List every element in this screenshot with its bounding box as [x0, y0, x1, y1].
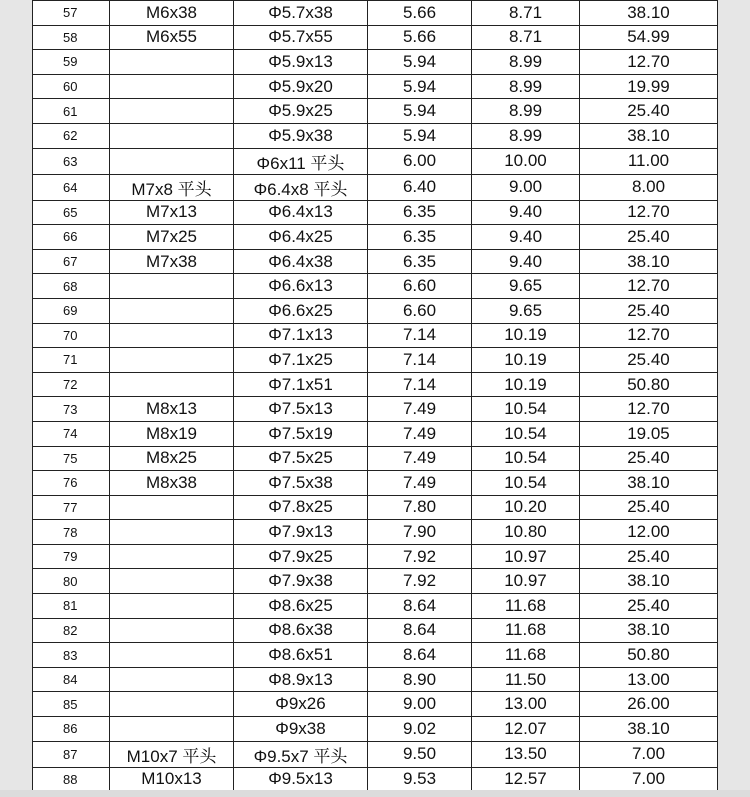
length-cell: 25.40: [580, 99, 718, 124]
insert-spec-cell: Φ7.5x38: [234, 471, 368, 496]
screw-size-cell: [110, 348, 234, 373]
row-number-cell: 81: [33, 594, 110, 619]
inner-diameter-cell: 5.94: [368, 74, 472, 99]
length-cell: 38.10: [580, 249, 718, 274]
insert-spec-cell: Φ6.6x25: [234, 298, 368, 323]
row-number-cell: 65: [33, 200, 110, 225]
length-cell: 38.10: [580, 1, 718, 26]
table-row: [33, 372, 718, 397]
insert-spec-cell: Φ7.9x13: [234, 520, 368, 545]
outer-diameter-cell: 9.40: [472, 200, 580, 225]
outer-diameter-cell: 10.54: [472, 446, 580, 471]
screw-size-cell: [110, 544, 234, 569]
row-number-cell: 87: [33, 741, 110, 767]
length-cell: 38.10: [580, 569, 718, 594]
inner-diameter-cell: 6.35: [368, 249, 472, 274]
screw-size-cell: [110, 643, 234, 668]
page-bottom-band: [0, 790, 750, 797]
table-row: [33, 569, 718, 594]
screw-size-cell: [110, 148, 234, 174]
insert-spec-cell: Φ9.5x7 平头: [234, 741, 368, 767]
inner-diameter-cell: 9.00: [368, 692, 472, 717]
table-row: [33, 421, 718, 446]
screw-size-cell: [110, 274, 234, 299]
outer-diameter-cell: 8.71: [472, 25, 580, 50]
table-row: [33, 323, 718, 348]
table-row: [33, 74, 718, 99]
inner-diameter-cell: 5.66: [368, 25, 472, 50]
screw-size-cell: [110, 495, 234, 520]
screw-size-cell: [110, 667, 234, 692]
row-number-cell: 72: [33, 372, 110, 397]
inner-diameter-cell: 7.49: [368, 446, 472, 471]
inner-diameter-cell: 5.94: [368, 50, 472, 75]
insert-spec-cell: Φ7.5x13: [234, 397, 368, 422]
screw-size-cell: M10x13: [110, 767, 234, 792]
row-number-cell: 57: [33, 1, 110, 26]
insert-spec-cell: Φ5.7x38: [234, 1, 368, 26]
inner-diameter-cell: 6.60: [368, 274, 472, 299]
insert-spec-cell: Φ7.5x25: [234, 446, 368, 471]
size-table: [32, 0, 718, 792]
row-number-cell: 62: [33, 123, 110, 148]
screw-size-cell: [110, 323, 234, 348]
outer-diameter-cell: 11.68: [472, 643, 580, 668]
row-number-cell: 76: [33, 471, 110, 496]
length-cell: 25.40: [580, 594, 718, 619]
row-number-cell: 85: [33, 692, 110, 717]
inner-diameter-cell: 8.64: [368, 643, 472, 668]
table-row: [33, 99, 718, 124]
row-number-cell: 63: [33, 148, 110, 174]
inner-diameter-cell: 9.02: [368, 717, 472, 742]
length-cell: 38.10: [580, 123, 718, 148]
length-cell: 12.70: [580, 397, 718, 422]
outer-diameter-cell: 10.54: [472, 397, 580, 422]
screw-size-cell: M6x55: [110, 25, 234, 50]
length-cell: 54.99: [580, 25, 718, 50]
outer-diameter-cell: 13.00: [472, 692, 580, 717]
outer-diameter-cell: 9.40: [472, 225, 580, 250]
outer-diameter-cell: 8.99: [472, 74, 580, 99]
screw-size-cell: [110, 520, 234, 545]
row-number-cell: 78: [33, 520, 110, 545]
insert-spec-cell: Φ7.8x25: [234, 495, 368, 520]
table-row: [33, 1, 718, 26]
outer-diameter-cell: 12.57: [472, 767, 580, 792]
row-number-cell: 86: [33, 717, 110, 742]
outer-diameter-cell: 9.40: [472, 249, 580, 274]
insert-spec-cell: Φ7.1x13: [234, 323, 368, 348]
row-number-cell: 61: [33, 99, 110, 124]
row-number-cell: 66: [33, 225, 110, 250]
inner-diameter-cell: 5.94: [368, 123, 472, 148]
inner-diameter-cell: 8.90: [368, 667, 472, 692]
screw-size-cell: [110, 594, 234, 619]
insert-spec-cell: Φ6.4x8 平头: [234, 174, 368, 200]
row-number-cell: 73: [33, 397, 110, 422]
insert-spec-cell: Φ5.9x25: [234, 99, 368, 124]
row-number-cell: 69: [33, 298, 110, 323]
length-cell: 38.10: [580, 471, 718, 496]
inner-diameter-cell: 7.14: [368, 323, 472, 348]
length-cell: 50.80: [580, 643, 718, 668]
table-row: [33, 225, 718, 250]
outer-diameter-cell: 11.68: [472, 618, 580, 643]
length-cell: 12.00: [580, 520, 718, 545]
table-body: [33, 1, 718, 792]
inner-diameter-cell: 7.92: [368, 544, 472, 569]
length-cell: 25.40: [580, 348, 718, 373]
length-cell: 38.10: [580, 618, 718, 643]
length-cell: 26.00: [580, 692, 718, 717]
inner-diameter-cell: 8.64: [368, 618, 472, 643]
outer-diameter-cell: 8.71: [472, 1, 580, 26]
length-cell: 7.00: [580, 741, 718, 767]
insert-spec-cell: Φ5.9x20: [234, 74, 368, 99]
table-row: [33, 767, 718, 792]
outer-diameter-cell: 8.99: [472, 50, 580, 75]
screw-size-cell: [110, 74, 234, 99]
table-row: [33, 544, 718, 569]
length-cell: 25.40: [580, 225, 718, 250]
table-row: [33, 594, 718, 619]
screw-size-cell: [110, 692, 234, 717]
length-cell: 8.00: [580, 174, 718, 200]
length-cell: 38.10: [580, 717, 718, 742]
row-number-cell: 82: [33, 618, 110, 643]
insert-spec-cell: Φ7.9x38: [234, 569, 368, 594]
outer-diameter-cell: 10.00: [472, 148, 580, 174]
table-row: [33, 200, 718, 225]
length-cell: 19.99: [580, 74, 718, 99]
row-number-cell: 84: [33, 667, 110, 692]
length-cell: 25.40: [580, 446, 718, 471]
inner-diameter-cell: 7.14: [368, 372, 472, 397]
length-cell: 7.00: [580, 767, 718, 792]
row-number-cell: 74: [33, 421, 110, 446]
insert-spec-cell: Φ6x11 平头: [234, 148, 368, 174]
insert-spec-cell: Φ6.4x38: [234, 249, 368, 274]
table-row: [33, 717, 718, 742]
inner-diameter-cell: 7.92: [368, 569, 472, 594]
insert-spec-cell: Φ9x26: [234, 692, 368, 717]
table-row: [33, 741, 718, 767]
screw-size-cell: M7x25: [110, 225, 234, 250]
row-number-cell: 60: [33, 74, 110, 99]
insert-spec-cell: Φ8.6x51: [234, 643, 368, 668]
inner-diameter-cell: 9.53: [368, 767, 472, 792]
table-row: [33, 123, 718, 148]
insert-spec-cell: Φ8.6x38: [234, 618, 368, 643]
row-number-cell: 80: [33, 569, 110, 594]
outer-diameter-cell: 13.50: [472, 741, 580, 767]
inner-diameter-cell: 7.49: [368, 397, 472, 422]
spec-sheet: [32, 0, 717, 790]
outer-diameter-cell: 10.54: [472, 471, 580, 496]
insert-spec-cell: Φ7.5x19: [234, 421, 368, 446]
table-row: [33, 667, 718, 692]
insert-spec-cell: Φ9x38: [234, 717, 368, 742]
table-row: [33, 174, 718, 200]
insert-spec-cell: Φ6.4x13: [234, 200, 368, 225]
table-row: [33, 298, 718, 323]
insert-spec-cell: Φ7.1x51: [234, 372, 368, 397]
table-row: [33, 446, 718, 471]
row-number-cell: 77: [33, 495, 110, 520]
outer-diameter-cell: 10.80: [472, 520, 580, 545]
table-row: [33, 692, 718, 717]
inner-diameter-cell: 7.49: [368, 421, 472, 446]
row-number-cell: 83: [33, 643, 110, 668]
outer-diameter-cell: 10.97: [472, 544, 580, 569]
screw-size-cell: M8x38: [110, 471, 234, 496]
insert-spec-cell: Φ5.9x13: [234, 50, 368, 75]
length-cell: 25.40: [580, 298, 718, 323]
length-cell: 25.40: [580, 495, 718, 520]
table-row: [33, 618, 718, 643]
length-cell: 11.00: [580, 148, 718, 174]
row-number-cell: 59: [33, 50, 110, 75]
table-row: [33, 520, 718, 545]
screw-size-cell: [110, 123, 234, 148]
outer-diameter-cell: 9.65: [472, 298, 580, 323]
inner-diameter-cell: 6.40: [368, 174, 472, 200]
outer-diameter-cell: 10.19: [472, 323, 580, 348]
table-row: [33, 348, 718, 373]
outer-diameter-cell: 12.07: [472, 717, 580, 742]
insert-spec-cell: Φ5.7x55: [234, 25, 368, 50]
table-row: [33, 274, 718, 299]
outer-diameter-cell: 9.65: [472, 274, 580, 299]
inner-diameter-cell: 8.64: [368, 594, 472, 619]
insert-spec-cell: Φ7.1x25: [234, 348, 368, 373]
row-number-cell: 71: [33, 348, 110, 373]
row-number-cell: 75: [33, 446, 110, 471]
insert-spec-cell: Φ8.6x25: [234, 594, 368, 619]
row-number-cell: 58: [33, 25, 110, 50]
outer-diameter-cell: 10.97: [472, 569, 580, 594]
screw-size-cell: [110, 50, 234, 75]
insert-spec-cell: Φ8.9x13: [234, 667, 368, 692]
insert-spec-cell: Φ6.6x13: [234, 274, 368, 299]
outer-diameter-cell: 10.19: [472, 372, 580, 397]
row-number-cell: 79: [33, 544, 110, 569]
screw-size-cell: [110, 618, 234, 643]
row-number-cell: 70: [33, 323, 110, 348]
table-row: [33, 471, 718, 496]
outer-diameter-cell: 10.20: [472, 495, 580, 520]
length-cell: 13.00: [580, 667, 718, 692]
insert-spec-cell: Φ5.9x38: [234, 123, 368, 148]
inner-diameter-cell: 7.80: [368, 495, 472, 520]
table-row: [33, 249, 718, 274]
screw-size-cell: M7x13: [110, 200, 234, 225]
table-row: [33, 495, 718, 520]
outer-diameter-cell: 11.68: [472, 594, 580, 619]
inner-diameter-cell: 5.66: [368, 1, 472, 26]
length-cell: 12.70: [580, 274, 718, 299]
length-cell: 12.70: [580, 323, 718, 348]
table-row: [33, 25, 718, 50]
screw-size-cell: M6x38: [110, 1, 234, 26]
inner-diameter-cell: 9.50: [368, 741, 472, 767]
screw-size-cell: [110, 298, 234, 323]
inner-diameter-cell: 5.94: [368, 99, 472, 124]
outer-diameter-cell: 9.00: [472, 174, 580, 200]
table-row: [33, 643, 718, 668]
length-cell: 12.70: [580, 50, 718, 75]
screw-size-cell: M8x19: [110, 421, 234, 446]
inner-diameter-cell: 6.35: [368, 225, 472, 250]
insert-spec-cell: Φ7.9x25: [234, 544, 368, 569]
length-cell: 12.70: [580, 200, 718, 225]
screw-size-cell: [110, 372, 234, 397]
row-number-cell: 64: [33, 174, 110, 200]
screw-size-cell: [110, 717, 234, 742]
screw-size-cell: [110, 99, 234, 124]
insert-spec-cell: Φ6.4x25: [234, 225, 368, 250]
outer-diameter-cell: 10.19: [472, 348, 580, 373]
screw-size-cell: M8x25: [110, 446, 234, 471]
length-cell: 50.80: [580, 372, 718, 397]
table-row: [33, 50, 718, 75]
inner-diameter-cell: 7.14: [368, 348, 472, 373]
inner-diameter-cell: 6.00: [368, 148, 472, 174]
outer-diameter-cell: 8.99: [472, 99, 580, 124]
inner-diameter-cell: 7.49: [368, 471, 472, 496]
length-cell: 19.05: [580, 421, 718, 446]
row-number-cell: 88: [33, 767, 110, 792]
screw-size-cell: M10x7 平头: [110, 741, 234, 767]
outer-diameter-cell: 11.50: [472, 667, 580, 692]
screw-size-cell: M7x38: [110, 249, 234, 274]
screw-size-cell: M8x13: [110, 397, 234, 422]
row-number-cell: 67: [33, 249, 110, 274]
row-number-cell: 68: [33, 274, 110, 299]
length-cell: 25.40: [580, 544, 718, 569]
outer-diameter-cell: 8.99: [472, 123, 580, 148]
table-row: [33, 397, 718, 422]
table-row: [33, 148, 718, 174]
screw-size-cell: [110, 569, 234, 594]
inner-diameter-cell: 7.90: [368, 520, 472, 545]
insert-spec-cell: Φ9.5x13: [234, 767, 368, 792]
inner-diameter-cell: 6.35: [368, 200, 472, 225]
inner-diameter-cell: 6.60: [368, 298, 472, 323]
screw-size-cell: M7x8 平头: [110, 174, 234, 200]
outer-diameter-cell: 10.54: [472, 421, 580, 446]
